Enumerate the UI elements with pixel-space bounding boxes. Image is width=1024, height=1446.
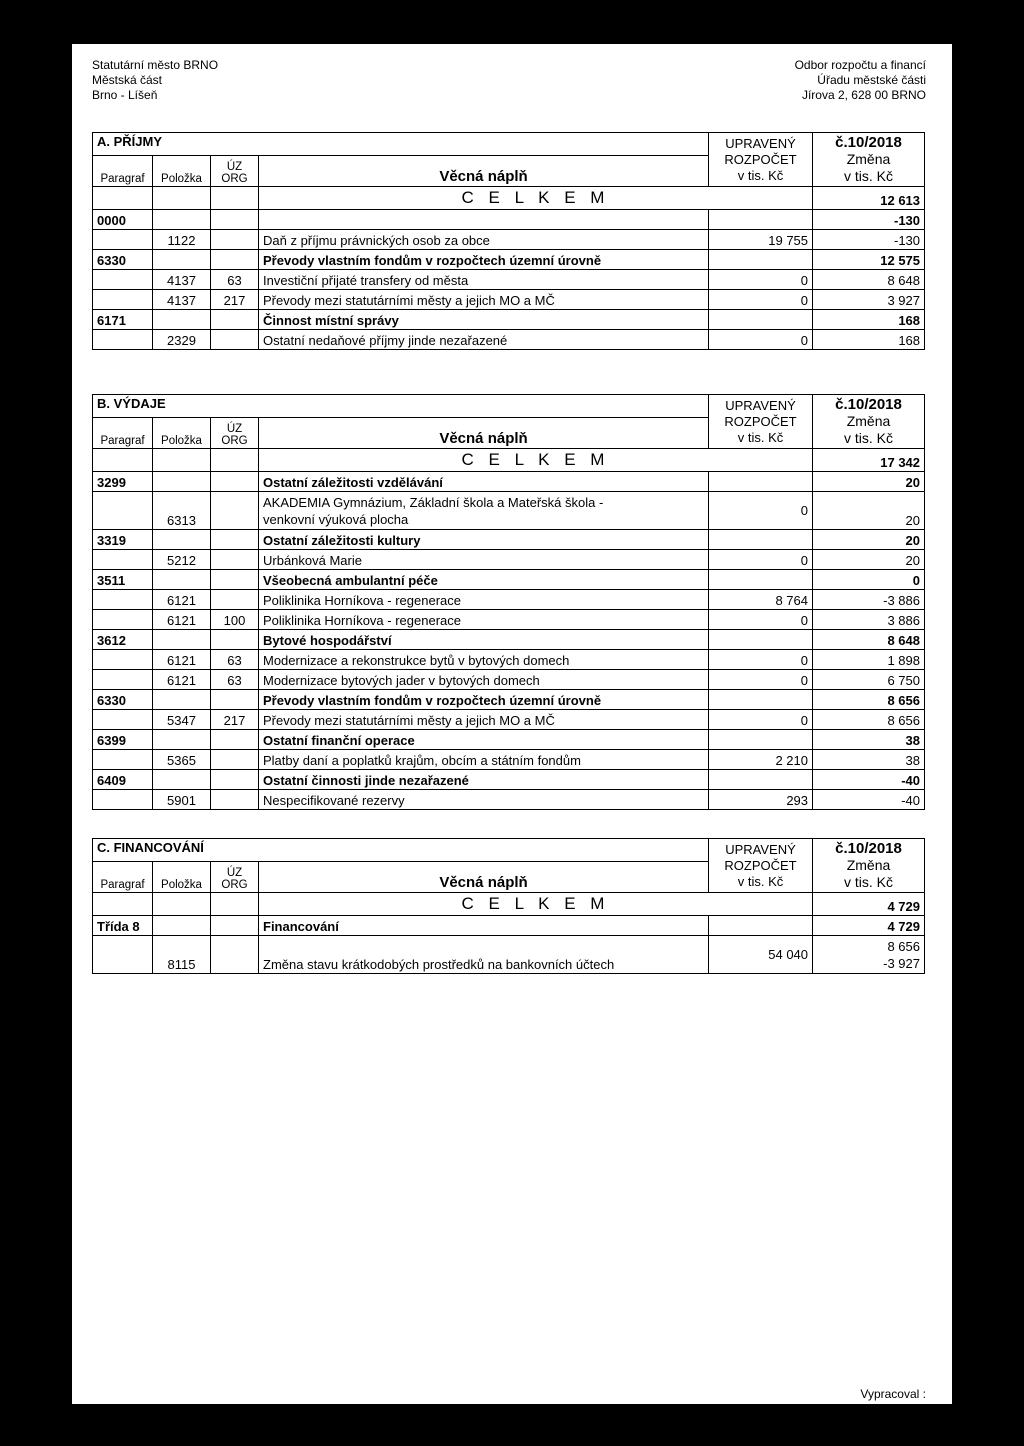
cell-paragraf: 3299 bbox=[93, 472, 153, 492]
cell-budget: 0 bbox=[709, 670, 813, 690]
cell-polozka bbox=[153, 630, 211, 650]
cell-change: 3 927 bbox=[813, 290, 925, 310]
cell-uz bbox=[211, 230, 259, 250]
item-row bbox=[93, 710, 925, 730]
cell-budget bbox=[709, 250, 813, 270]
col-uz: ÚZ bbox=[226, 161, 243, 173]
cell-change: 38 bbox=[813, 750, 925, 770]
col-uz: ÚZ bbox=[226, 867, 243, 879]
col-paragraf: Paragraf bbox=[93, 417, 153, 448]
cell-uz bbox=[211, 770, 259, 790]
paragraph-row bbox=[93, 770, 925, 790]
cell-description: Poliklinika Horníkova - regenerace bbox=[259, 590, 709, 610]
cell-paragraf bbox=[93, 330, 153, 350]
cell-budget: 0 bbox=[709, 650, 813, 670]
cell-polozka: 6121 bbox=[153, 670, 211, 690]
col-org: ORG bbox=[221, 435, 248, 447]
description-line: AKADEMIA Gymnázium, Základní škola a Mateřská škola - bbox=[263, 495, 604, 510]
col-polozka: Položka bbox=[153, 417, 211, 448]
cell-uz bbox=[211, 730, 259, 750]
item-row bbox=[93, 550, 925, 570]
total-value: 12 613 bbox=[813, 187, 925, 210]
cell-budget bbox=[709, 690, 813, 710]
cell-description: Modernizace bytových jader v bytových domech bbox=[259, 670, 709, 690]
cell-uz bbox=[211, 472, 259, 492]
cell-uz bbox=[211, 630, 259, 650]
section-prijmy bbox=[92, 132, 924, 350]
celkem-label: C E L K E M bbox=[259, 187, 813, 210]
cell-description: Změna stavu krátkodobých prostředků na bankovních účtech bbox=[259, 936, 709, 974]
upraveny-header-line: UPRAVENÝ bbox=[725, 397, 796, 413]
cell-change: 3 886 bbox=[813, 610, 925, 630]
cell-polozka: 6121 bbox=[153, 650, 211, 670]
cell-polozka: 6313 bbox=[153, 492, 211, 530]
cell-description: Bytové hospodářství bbox=[259, 630, 709, 650]
item-row bbox=[93, 290, 925, 310]
cell-change: 20 bbox=[813, 530, 925, 550]
header-row bbox=[93, 395, 925, 418]
cell-paragraf: 0000 bbox=[93, 210, 153, 230]
header-left-line: Statutární město BRNO bbox=[92, 58, 219, 72]
cell-paragraf bbox=[93, 936, 153, 974]
cell-paragraf: 6330 bbox=[93, 250, 153, 270]
upraveny-header bbox=[709, 395, 813, 449]
header-row bbox=[93, 839, 925, 862]
prepared-label: Vypracoval : bbox=[860, 1387, 926, 1401]
cell-uz bbox=[211, 790, 259, 810]
cell-polozka bbox=[153, 730, 211, 750]
upraveny-header bbox=[709, 839, 813, 893]
cell-change: 8 656 bbox=[813, 710, 925, 730]
cell-uz bbox=[211, 550, 259, 570]
cell-description: Převody mezi statutárními městy a jejich MO a MČ bbox=[259, 290, 709, 310]
cell-description: Ostatní záležitosti vzdělávání bbox=[259, 472, 709, 492]
change-label: Změna bbox=[846, 413, 891, 429]
col-uz-org bbox=[211, 155, 259, 186]
cell-paragraf bbox=[93, 492, 153, 530]
change-number: č.10/2018 bbox=[835, 134, 902, 151]
cell-uz bbox=[211, 210, 259, 230]
cell-budget: 0 bbox=[709, 330, 813, 350]
cell-uz bbox=[211, 330, 259, 350]
cell-uz: 217 bbox=[211, 290, 259, 310]
section-title: C. FINANCOVÁNÍ bbox=[93, 839, 709, 862]
cell-budget: 0 bbox=[709, 290, 813, 310]
cell-polozka bbox=[153, 690, 211, 710]
cell-paragraf: 6330 bbox=[93, 690, 153, 710]
cell-description: Ostatní činnosti jinde nezařazené bbox=[259, 770, 709, 790]
cell-budget bbox=[709, 210, 813, 230]
cell-budget: 0 bbox=[709, 610, 813, 630]
cell-budget bbox=[709, 770, 813, 790]
section-title: B. VÝDAJE bbox=[93, 395, 709, 418]
cell-polozka bbox=[153, 916, 211, 936]
item-row bbox=[93, 936, 925, 974]
cell-uz bbox=[211, 936, 259, 974]
header-left-line: Městská část bbox=[92, 73, 163, 87]
cell-description: Ostatní finanční operace bbox=[259, 730, 709, 750]
cell-uz bbox=[211, 570, 259, 590]
cell-change: 20 bbox=[813, 492, 925, 530]
empty-cell bbox=[211, 893, 259, 916]
section-vydaje bbox=[92, 394, 924, 810]
cell-description: Modernizace a rekonstrukce bytů v bytových domech bbox=[259, 650, 709, 670]
total-row bbox=[93, 187, 925, 210]
item-row bbox=[93, 670, 925, 690]
cell-paragraf bbox=[93, 230, 153, 250]
cell-paragraf bbox=[93, 790, 153, 810]
item-row bbox=[93, 610, 925, 630]
upraveny-header-line: v tis. Kč bbox=[737, 167, 784, 183]
cell-uz bbox=[211, 530, 259, 550]
change-unit: v tis. Kč bbox=[844, 168, 894, 184]
empty-cell bbox=[93, 449, 153, 472]
upraveny-header-line: ROZPOČET bbox=[724, 413, 797, 429]
header-left bbox=[92, 58, 218, 103]
cell-change: 1 898 bbox=[813, 650, 925, 670]
cell-uz bbox=[211, 310, 259, 330]
col-vecna-napln: Věcná náplň bbox=[259, 861, 709, 892]
upraveny-header-line: ROZPOČET bbox=[724, 857, 797, 873]
cell-uz: 63 bbox=[211, 270, 259, 290]
col-vecna-napln: Věcná náplň bbox=[259, 155, 709, 186]
paragraph-row bbox=[93, 310, 925, 330]
empty-cell bbox=[153, 893, 211, 916]
col-polozka: Položka bbox=[153, 155, 211, 186]
cell-polozka: 5347 bbox=[153, 710, 211, 730]
cell-change: 8 648 bbox=[813, 630, 925, 650]
cell-description bbox=[259, 492, 709, 530]
footer-prepared bbox=[860, 1386, 926, 1418]
celkem-label: C E L K E M bbox=[259, 449, 813, 472]
cell-description: Nespecifikované rezervy bbox=[259, 790, 709, 810]
cell-change: 6 750 bbox=[813, 670, 925, 690]
cell-polozka bbox=[153, 770, 211, 790]
cell-polozka: 5365 bbox=[153, 750, 211, 770]
change-number: č.10/2018 bbox=[835, 840, 902, 857]
budget-table bbox=[92, 132, 925, 350]
paragraph-row bbox=[93, 630, 925, 650]
cell-uz: 100 bbox=[211, 610, 259, 630]
header-right-line: Jírova 2, 628 00 BRNO bbox=[801, 88, 926, 102]
cell-budget: 2 210 bbox=[709, 750, 813, 770]
cell-description bbox=[259, 210, 709, 230]
upraveny-header-line: v tis. Kč bbox=[737, 429, 784, 445]
empty-cell bbox=[211, 187, 259, 210]
cell-change: 12 575 bbox=[813, 250, 925, 270]
cell-polozka: 5212 bbox=[153, 550, 211, 570]
cell-budget: 0 bbox=[709, 710, 813, 730]
col-paragraf: Paragraf bbox=[93, 861, 153, 892]
header-right-line: Úřadu městské části bbox=[817, 73, 926, 87]
change-line: -3 927 bbox=[883, 956, 921, 971]
change-header bbox=[813, 839, 925, 893]
cell-change: -130 bbox=[813, 210, 925, 230]
cell-change: 38 bbox=[813, 730, 925, 750]
cell-paragraf: 6409 bbox=[93, 770, 153, 790]
cell-description: Všeobecná ambulantní péče bbox=[259, 570, 709, 590]
item-row bbox=[93, 590, 925, 610]
change-header bbox=[813, 395, 925, 449]
total-value: 4 729 bbox=[813, 893, 925, 916]
header-left-line: Brno - Líšeň bbox=[92, 88, 158, 102]
change-label: Změna bbox=[846, 151, 891, 167]
description-line: venkovní výuková plocha bbox=[263, 512, 409, 527]
section-financovani bbox=[92, 838, 924, 974]
paragraph-row bbox=[93, 690, 925, 710]
cell-budget bbox=[709, 630, 813, 650]
cell-paragraf bbox=[93, 290, 153, 310]
cell-polozka: 4137 bbox=[153, 270, 211, 290]
cell-uz bbox=[211, 590, 259, 610]
cell-polozka bbox=[153, 530, 211, 550]
cell-budget bbox=[709, 472, 813, 492]
cell-description: Investiční přijaté transfery od města bbox=[259, 270, 709, 290]
cell-description: Urbánková Marie bbox=[259, 550, 709, 570]
document-page bbox=[72, 44, 952, 1420]
cell-change: 8 648 bbox=[813, 270, 925, 290]
cell-description: Ostatní nedaňové příjmy jinde nezařazené bbox=[259, 330, 709, 350]
cell-uz bbox=[211, 492, 259, 530]
upraveny-header-line: ROZPOČET bbox=[724, 151, 797, 167]
col-polozka: Položka bbox=[153, 861, 211, 892]
col-org: ORG bbox=[221, 173, 248, 185]
col-uz-org bbox=[211, 861, 259, 892]
cell-polozka: 5901 bbox=[153, 790, 211, 810]
cell-budget bbox=[709, 730, 813, 750]
cell-description: Platby daní a poplatků krajům, obcím a státním fondům bbox=[259, 750, 709, 770]
cell-budget bbox=[709, 570, 813, 590]
cell-budget: 0 bbox=[709, 492, 813, 530]
change-label: Změna bbox=[846, 857, 891, 873]
prepared-name: Dalibor Hakl bbox=[860, 1403, 926, 1417]
item-row bbox=[93, 790, 925, 810]
header-row bbox=[93, 133, 925, 156]
cell-budget bbox=[709, 530, 813, 550]
col-uz-org bbox=[211, 417, 259, 448]
total-row bbox=[93, 449, 925, 472]
paragraph-row bbox=[93, 210, 925, 230]
upraveny-header-line: UPRAVENÝ bbox=[725, 135, 796, 151]
cell-change: 8 656 bbox=[813, 690, 925, 710]
header-right-line: Odbor rozpočtu a financí bbox=[794, 58, 926, 72]
cell-description: Převody vlastním fondům v rozpočtech územní úrovně bbox=[259, 250, 709, 270]
cell-polozka bbox=[153, 472, 211, 492]
cell-polozka: 2329 bbox=[153, 330, 211, 350]
cell-change: 0 bbox=[813, 570, 925, 590]
cell-uz bbox=[211, 250, 259, 270]
paragraph-row bbox=[93, 250, 925, 270]
cell-paragraf bbox=[93, 550, 153, 570]
cell-budget: 54 040 bbox=[709, 936, 813, 974]
item-row bbox=[93, 750, 925, 770]
cell-budget: 0 bbox=[709, 270, 813, 290]
cell-polozka: 8115 bbox=[153, 936, 211, 974]
paragraph-row bbox=[93, 916, 925, 936]
change-unit: v tis. Kč bbox=[844, 874, 894, 890]
cell-change: -3 886 bbox=[813, 590, 925, 610]
cell-paragraf: 3511 bbox=[93, 570, 153, 590]
cell-polozka bbox=[153, 570, 211, 590]
footer-code: Ro1810 bbox=[492, 1406, 535, 1420]
cell-paragraf: 6171 bbox=[93, 310, 153, 330]
cell-paragraf bbox=[93, 270, 153, 290]
cell-budget bbox=[709, 916, 813, 936]
empty-cell bbox=[153, 187, 211, 210]
cell-paragraf: 3612 bbox=[93, 630, 153, 650]
col-uz: ÚZ bbox=[226, 423, 243, 435]
cell-polozka: 1122 bbox=[153, 230, 211, 250]
cell-budget: 8 764 bbox=[709, 590, 813, 610]
cell-uz: 217 bbox=[211, 710, 259, 730]
total-value: 17 342 bbox=[813, 449, 925, 472]
item-row bbox=[93, 330, 925, 350]
cell-polozka bbox=[153, 250, 211, 270]
change-line: 8 656 bbox=[887, 939, 921, 954]
cell-description: Financování bbox=[259, 916, 709, 936]
upraveny-header bbox=[709, 133, 813, 187]
section-title: A. PŘÍJMY bbox=[93, 133, 709, 156]
cell-change: -40 bbox=[813, 770, 925, 790]
change-number: č.10/2018 bbox=[835, 396, 902, 413]
cell-budget: 19 755 bbox=[709, 230, 813, 250]
cell-polozka: 4137 bbox=[153, 290, 211, 310]
cell-change: 20 bbox=[813, 472, 925, 492]
empty-cell bbox=[211, 449, 259, 472]
cell-uz bbox=[211, 690, 259, 710]
cell-paragraf bbox=[93, 710, 153, 730]
cell-change: -130 bbox=[813, 230, 925, 250]
cell-paragraf: Třída 8 bbox=[93, 916, 153, 936]
cell-change: 168 bbox=[813, 310, 925, 330]
cell-paragraf: 3319 bbox=[93, 530, 153, 550]
cell-description: Daň z příjmu právnických osob za obce bbox=[259, 230, 709, 250]
cell-change bbox=[813, 936, 925, 974]
total-row bbox=[93, 893, 925, 916]
cell-budget: 293 bbox=[709, 790, 813, 810]
cell-paragraf bbox=[93, 610, 153, 630]
cell-polozka: 6121 bbox=[153, 590, 211, 610]
cell-uz bbox=[211, 916, 259, 936]
change-header bbox=[813, 133, 925, 187]
paragraph-row bbox=[93, 530, 925, 550]
cell-description: Činnost místní správy bbox=[259, 310, 709, 330]
budget-table bbox=[92, 394, 925, 810]
col-vecna-napln: Věcná náplň bbox=[259, 417, 709, 448]
cell-paragraf bbox=[93, 590, 153, 610]
cell-description: Ostatní záležitosti kultury bbox=[259, 530, 709, 550]
cell-description: Převody mezi statutárními městy a jejich MO a MČ bbox=[259, 710, 709, 730]
cell-paragraf bbox=[93, 650, 153, 670]
cell-change: 20 bbox=[813, 550, 925, 570]
cell-budget: 0 bbox=[709, 550, 813, 570]
paragraph-row bbox=[93, 570, 925, 590]
cell-budget bbox=[709, 310, 813, 330]
header-right bbox=[795, 58, 926, 103]
col-paragraf: Paragraf bbox=[93, 155, 153, 186]
empty-cell bbox=[153, 449, 211, 472]
paragraph-row bbox=[93, 730, 925, 750]
item-row bbox=[93, 650, 925, 670]
cell-description: Převody vlastním fondům v rozpočtech územní úrovně bbox=[259, 690, 709, 710]
cell-description: Poliklinika Horníkova - regenerace bbox=[259, 610, 709, 630]
cell-change: 168 bbox=[813, 330, 925, 350]
cell-uz bbox=[211, 750, 259, 770]
cell-change: -40 bbox=[813, 790, 925, 810]
cell-uz: 63 bbox=[211, 650, 259, 670]
celkem-label: C E L K E M bbox=[259, 893, 813, 916]
upraveny-header-line: UPRAVENÝ bbox=[725, 841, 796, 857]
empty-cell bbox=[93, 187, 153, 210]
empty-cell bbox=[93, 893, 153, 916]
cell-paragraf bbox=[93, 750, 153, 770]
cell-polozka bbox=[153, 210, 211, 230]
upraveny-header-line: v tis. Kč bbox=[737, 873, 784, 889]
paragraph-row bbox=[93, 472, 925, 492]
item-row bbox=[93, 230, 925, 250]
cell-paragraf bbox=[93, 670, 153, 690]
cell-uz: 63 bbox=[211, 670, 259, 690]
cell-polozka: 6121 bbox=[153, 610, 211, 630]
item-row bbox=[93, 270, 925, 290]
cell-paragraf: 6399 bbox=[93, 730, 153, 750]
item-row bbox=[93, 492, 925, 530]
col-org: ORG bbox=[221, 879, 248, 891]
cell-polozka bbox=[153, 310, 211, 330]
budget-table bbox=[92, 838, 925, 974]
change-unit: v tis. Kč bbox=[844, 430, 894, 446]
cell-change: 4 729 bbox=[813, 916, 925, 936]
